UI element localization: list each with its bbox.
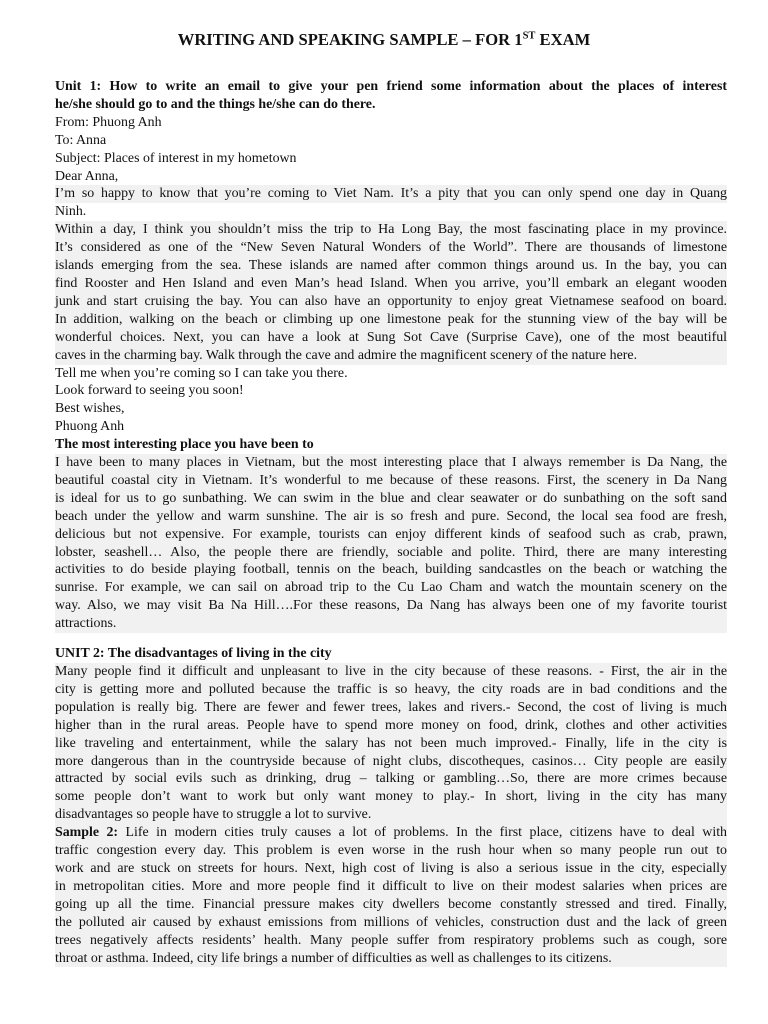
email-signature: Phuong Anh xyxy=(55,419,125,435)
email-closing-line: Tell me when you’re coming so I can take you there. xyxy=(55,365,348,381)
danang-para-line: sunrise. For example, we can sail on abroad trip to the Cu Lao Cham and watch the mountain scenery on the xyxy=(55,580,727,596)
email-para1-line: I’m so happy to know that you’re coming to Viet Nam. It’s a pity that you can only spend one day in Quang xyxy=(55,186,727,202)
email-para2-line: junk and start cruising the bay. You can also have an opportunity to enjoy great Vietnamese seafood on board. xyxy=(55,293,727,309)
section-heading: The most interesting place you have been to xyxy=(55,437,314,453)
email-para2-line: caves in the charming bay. Walk through the cave and admire the magnificent scenery of the nature here. xyxy=(55,347,727,365)
danang-para-line: way. Also, we may visit Ba Na Hill….For these reasons, Da Nang has always been one of my favorite tourist xyxy=(55,598,727,614)
unit2-heading: UNIT 2: The disadvantages of living in the city xyxy=(55,646,332,662)
email-greeting: Dear Anna, xyxy=(55,168,119,184)
sample2-label: Sample 2: xyxy=(55,825,119,841)
document-body xyxy=(55,78,727,967)
danang-para-line: lobster, seashell… Also, the people there are friendly, sociable and polite. Third, there are many interesting xyxy=(55,544,727,560)
unit1-heading-line: he/she should go to and the things he/she can do there. xyxy=(55,96,376,112)
email-para2-line: find Rooster and Hen Island and even Man’s head Island. When you arrive, you’ll embark an elegant wooden xyxy=(55,275,727,291)
unit2-para-line: Many people find it difficult and unpleasant to live in the city because of these reasons. - First, the air in the xyxy=(55,664,727,679)
danang-para-line: beautiful coastal city in Vietnam. It’s wonderful to me because of these reasons. First, the scenery in Da Nang xyxy=(55,472,727,488)
email-para2-line: In addition, walking on the beach or climbing up one limestone peak for the stunning view of the bay will be xyxy=(55,311,727,327)
danang-para-line: activities to do beside playing football, tennis on the beach, building sandcastles on the beach or watching the xyxy=(55,562,727,578)
unit2-para-line: population is really big. There are fewer and fewer trees, lakes and rivers.- Second, the cost of living is much xyxy=(55,699,727,715)
danang-para-line: attractions. xyxy=(55,615,727,633)
section-gap xyxy=(55,633,727,645)
sample2-line: the polluted air caused by exhaust emissions from millions of vehicles, construction dust and the lack of green xyxy=(55,914,727,930)
unit2-para-line: some people don’t want to work but only want money to play.- In short, living in the city has many xyxy=(55,789,727,805)
unit2-para-line: attracted by social evils such as drinking, drug – talking or gambling…So, there are more crimes because xyxy=(55,771,727,787)
unit2-para-line: city is getting more and polluted because the traffic is so heavy, the city roads are in bad conditions and the xyxy=(55,681,727,697)
unit2-para-line: like traveling and entertainment, while the salary has not been much improved.- Finally, life in the city is xyxy=(55,735,727,751)
sample2-line: work and are stuck on streets for hours. Next, high cost of living is also a serious issue in the city, especially xyxy=(55,860,727,876)
danang-para-line: delicious but not expensive. For example, tourists can enjoy different kinds of seafood such as crab, prawn, xyxy=(55,526,727,542)
sample2-line: traffic congestion every day. This problem is even worse in the rush hour when so many people run out to xyxy=(55,843,727,859)
email-from: From: Phuong Anh xyxy=(55,114,162,130)
sample2-line: trees negatively affects residents’ health. Many people suffer from respiratory problems such as cough, sore xyxy=(55,932,727,948)
email-para2-line: islands emerging from the sea. These islands are named after common things around us. In the bay, you can xyxy=(55,258,727,274)
sample2-line: in metropolitan cities. More and more people find it difficult to live on their modest salaries when prices are xyxy=(55,878,727,894)
sample2-first-line: Sample 2: Life in modern cities truly causes a lot of problems. In the first place, citizens have to deal with xyxy=(55,825,727,841)
email-para2-line: Within a day, I think you shouldn’t miss the trip to Ha Long Bay, the most fascinating place in my province. xyxy=(55,222,727,238)
document-title: WRITING AND SPEAKING SAMPLE – FOR 1ST EXAM xyxy=(177,30,591,49)
danang-para-line: beach under the yellow and warm sunshine. The air is so fresh and pure. Second, the local sea food are fresh, xyxy=(55,508,727,524)
email-subject: Subject: Places of interest in my hometown xyxy=(55,150,297,166)
unit2-para-line: disadvantages so people have to struggle a lot to survive. xyxy=(55,806,727,824)
unit2-para-line: more dangerous than in the countryside because of night clubs, discotheques, casinos… City people are easily xyxy=(55,753,727,769)
email-para2-line: It’s considered as one of the “New Seven Natural Wonders of the World”. There are thousands of limestone xyxy=(55,240,727,256)
email-para2-line: wonderful choices. Next, you can have a look at Sung Sot Cave (Surprise Cave), one of the most beautiful xyxy=(55,329,727,345)
email-closing-line: Look forward to seeing you soon! xyxy=(55,383,244,399)
email-closing-line: Best wishes, xyxy=(55,401,125,417)
sample2-line: throat or asthma. Indeed, city life brings a number of difficulties as well as challenges to its citizens. xyxy=(55,950,727,968)
unit2-para-line: higher than in the rural areas. People have to spend more money on food, drink, clothes and other activities xyxy=(55,717,727,733)
sample2-line: going up all the time. Financial pressure makes city dwellers become constantly stressed and tired. Finally, xyxy=(55,896,727,912)
danang-para-line: is ideal for us to go sunbathing. We can swim in the blue and clear seawater or do sunbathing on the soft sand xyxy=(55,490,727,506)
email-to: To: Anna xyxy=(55,132,107,148)
email-para1-line: Ninh. xyxy=(55,204,87,220)
unit1-heading-line: Unit 1: How to write an email to give your pen friend some information about the places of interest xyxy=(55,79,727,94)
danang-para-line: I have been to many places in Vietnam, but the most interesting place that I always remember is Da Nang, the xyxy=(55,455,727,471)
